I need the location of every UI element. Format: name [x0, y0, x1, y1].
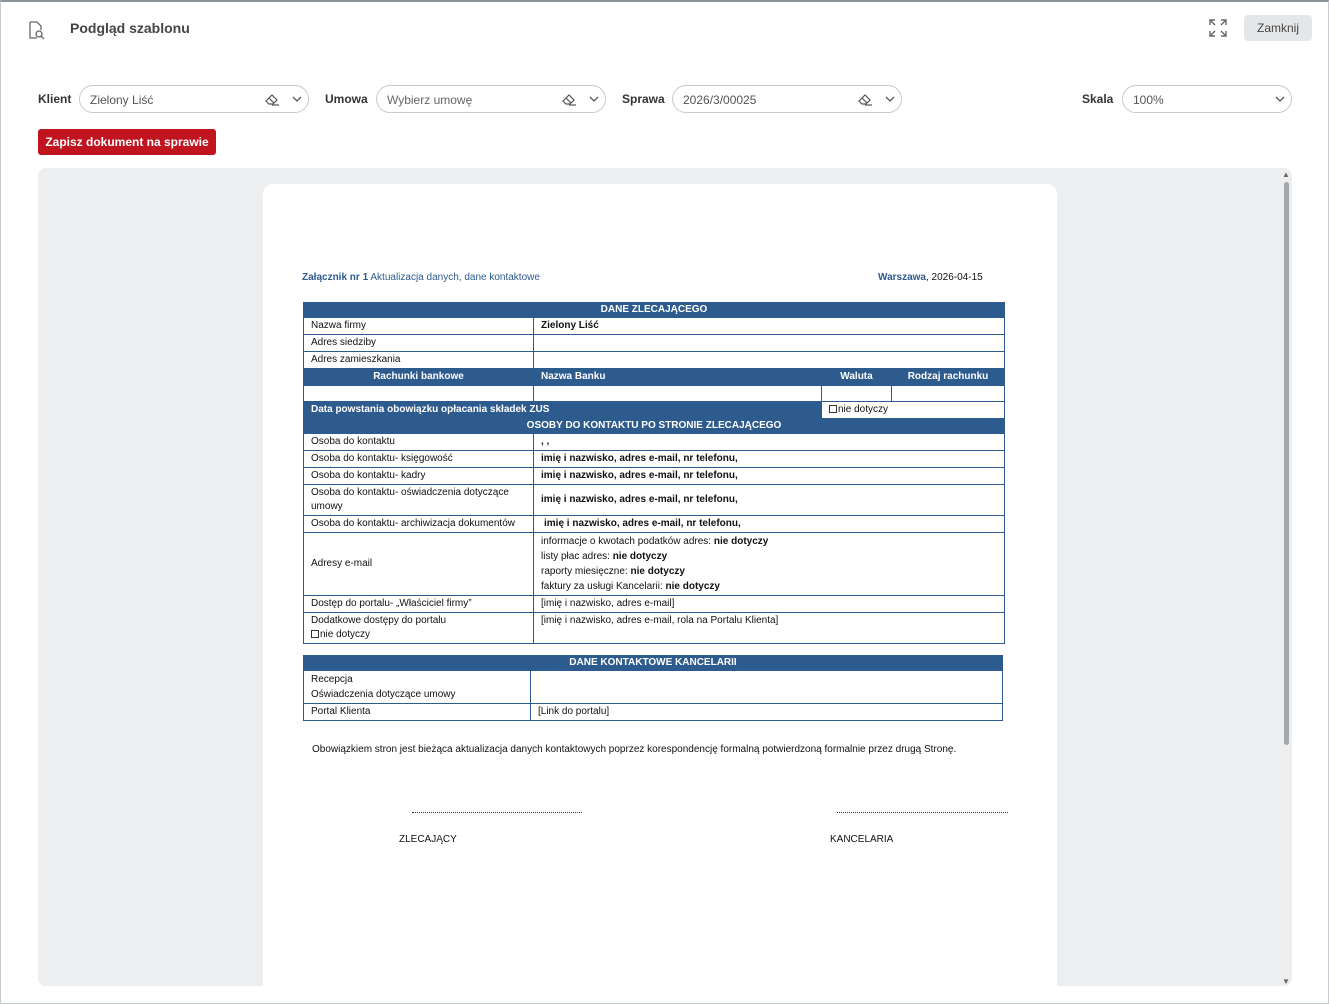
signature-line-left: [412, 812, 582, 813]
contact-accounting-label: Osoba do kontaktu- księgowość: [304, 451, 534, 468]
contract-select-placeholder: Wybierz umowę: [387, 93, 473, 107]
close-button[interactable]: Zamknij: [1244, 15, 1312, 41]
contract-label: Umowa: [325, 92, 368, 106]
signature-label-right: KANCELARIA: [830, 834, 894, 845]
attachment-heading: Załącznik nr 1 Aktualizacja danych, dane kontaktowe: [302, 272, 540, 283]
chevron-down-icon[interactable]: [292, 95, 302, 103]
contact-hr-value: imię i nazwisko, adres e-mail, nr telefonu,: [534, 468, 1005, 485]
contact-accounting-value: imię i nazwisko, adres e-mail, nr telefonu,: [534, 451, 1005, 468]
company-name-label: Nazwa firmy: [304, 318, 534, 335]
client-select[interactable]: [79, 85, 309, 113]
home-address-value: [534, 352, 1005, 369]
section-header: DANE ZLECAJĄCEGO: [304, 303, 1005, 318]
client-select-value: Zielony Liść: [90, 93, 154, 107]
emails-label: Adresy e-mail: [304, 533, 534, 596]
scrollbar-thumb[interactable]: [1284, 182, 1289, 745]
signature-line-right: [837, 812, 1008, 813]
currency-header: Waluta: [822, 369, 892, 386]
reception-value: [531, 671, 1003, 704]
clear-icon[interactable]: [264, 92, 280, 106]
save-document-button[interactable]: Zapisz dokument na sprawie: [38, 129, 216, 155]
hq-address-label: Adres siedziby: [304, 335, 534, 352]
clear-icon[interactable]: [561, 92, 577, 106]
contact-declarations-label: Osoba do kontaktu- oświadczenia dotyczące umowy: [304, 485, 534, 516]
client-portal-label: Portal Klienta: [304, 704, 531, 721]
home-address-label: Adres zamieszkania: [304, 352, 534, 369]
portal-extra-label: Dodatkowe dostępy do portalu nie dotyczy: [304, 613, 534, 644]
bank-name-header: Nazwa Banku: [534, 369, 822, 386]
currency-cell: [822, 386, 892, 402]
scroll-up-arrow-icon[interactable]: ▲: [1282, 170, 1290, 179]
scale-select[interactable]: [1122, 85, 1292, 113]
document-date: Warszawa, 2026-04-15: [878, 272, 983, 283]
portal-owner-label: Dostęp do portalu- „Właściciel firmy”: [304, 596, 534, 613]
zus-label: Data powstania obowiązku opłacania składek ZUS: [304, 402, 822, 419]
client-portal-value: [Link do portalu]: [531, 704, 1003, 721]
company-name-value: Zielony Liść: [534, 318, 1005, 335]
zus-value: nie dotyczy: [822, 402, 1005, 419]
contract-select[interactable]: [376, 85, 606, 113]
contact-archive-value: imię i nazwisko, adres e-mail, nr telefonu,: [534, 516, 1005, 533]
contact-hr-label: Osoba do kontaktu- kadry: [304, 468, 534, 485]
office-contact-table: [303, 655, 1003, 721]
account-type-cell: [892, 386, 1005, 402]
contact-label: Osoba do kontaktu: [304, 434, 534, 451]
client-data-table: [303, 302, 1005, 644]
dialog-title: Podgląd szablonu: [70, 20, 190, 36]
chevron-down-icon[interactable]: [885, 95, 895, 103]
clear-icon[interactable]: [857, 92, 873, 106]
section-header: OSOBY DO KONTAKTU PO STRONIE ZLECAJĄCEGO: [304, 419, 1005, 434]
portal-extra-value: [imię i nazwisko, adres e-mail, rola na Portalu Klienta]: [534, 613, 1005, 644]
bank-account-cell: [304, 386, 534, 402]
hq-address-value: [534, 335, 1005, 352]
section-header: DANE KONTAKTOWE KANCELARII: [304, 656, 1003, 671]
chevron-down-icon[interactable]: [589, 95, 599, 103]
case-label: Sprawa: [622, 92, 665, 106]
scale-label: Skala: [1082, 92, 1114, 106]
portal-owner-value: [imię i nazwisko, adres e-mail]: [534, 596, 1005, 613]
bank-accounts-header: Rachunki bankowe: [304, 369, 534, 386]
case-select-value: 2026/3/00025: [683, 93, 757, 107]
document-preview-icon: [26, 20, 46, 40]
scroll-down-arrow-icon[interactable]: ▼: [1282, 977, 1290, 986]
bank-name-cell: [534, 386, 822, 402]
chevron-down-icon[interactable]: [1275, 95, 1285, 103]
contact-archive-label: Osoba do kontaktu- archiwizacja dokumentów: [304, 516, 534, 533]
scale-select-value: 100%: [1133, 93, 1164, 107]
emails-value: informacje o kwotach podatków adres: nie dotyczy listy płac adres: nie dotyczy raporty miesięczne: nie dotyczy faktury za usługi Kancelarii: nie dotyczy: [534, 533, 1005, 596]
reception-label: Recepcja Oświadczenia dotyczące umowy: [304, 671, 531, 704]
account-type-header: Rodzaj rachunku: [892, 369, 1005, 386]
fullscreen-icon[interactable]: [1207, 17, 1229, 39]
checkbox-icon: [311, 630, 319, 638]
contact-declarations-value: imię i nazwisko, adres e-mail, nr telefonu,: [534, 485, 1005, 516]
client-label: Klient: [38, 92, 72, 106]
contact-value: , ,: [534, 434, 1005, 451]
signature-label-left: ZLECAJĄCY: [399, 834, 457, 845]
checkbox-icon: [829, 405, 837, 413]
case-select[interactable]: [672, 85, 902, 113]
obligation-text: Obowiązkiem stron jest bieżąca aktualizacja danych kontaktowych poprzez korespondencję formalną potwierdzoną formalnie przez drugą Stronę.: [312, 744, 957, 755]
